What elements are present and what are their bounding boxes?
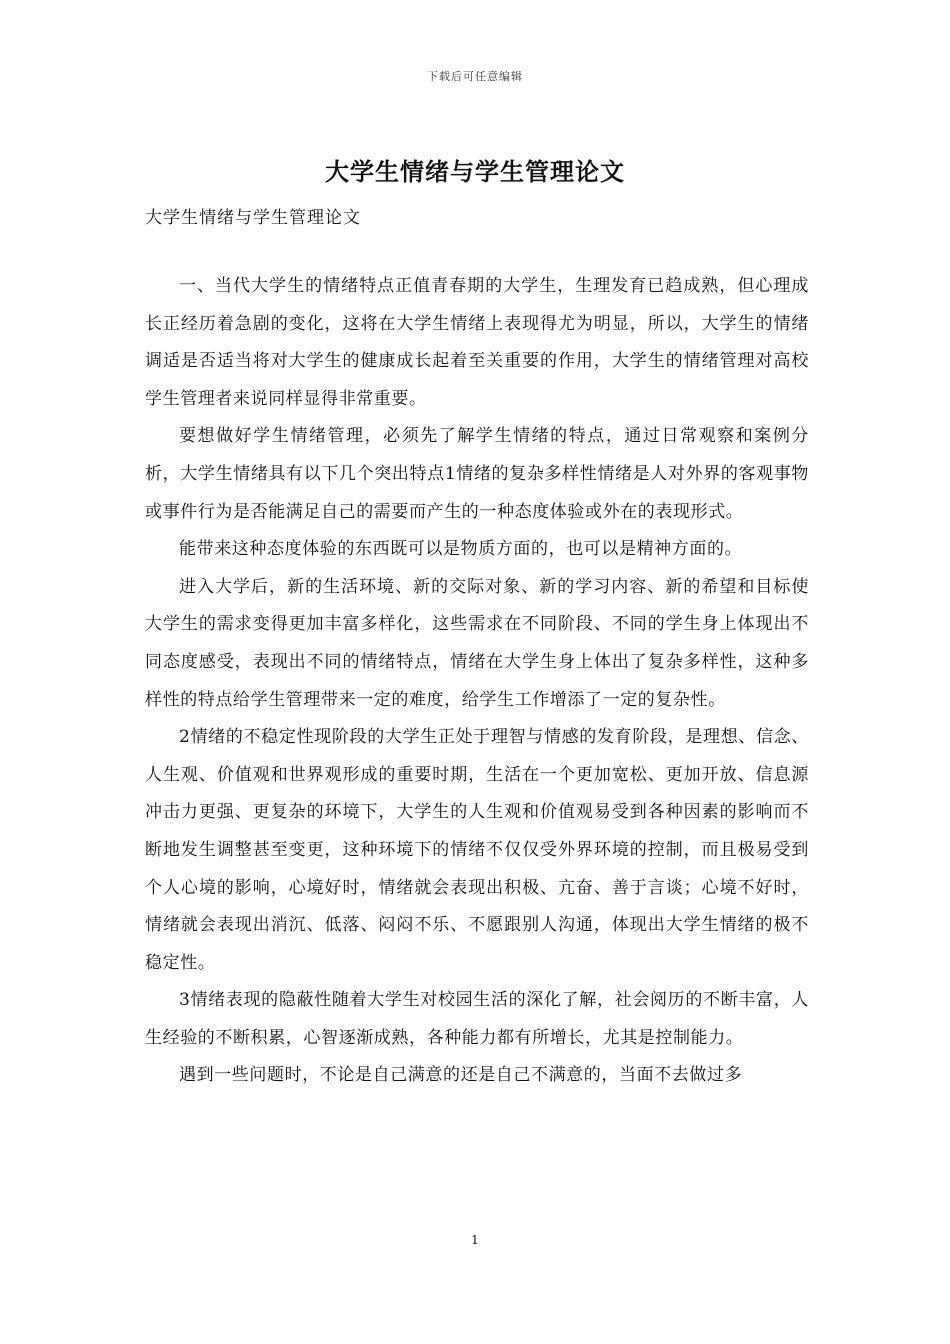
document-title: 大学生情绪与学生管理论文 (325, 157, 625, 186)
paragraph: 2情绪的不稳定性现阶段的大学生正处于理智与情感的发育阶段，是理想、信念、人生观、价值观和世界观形成的重要时期，生活在一个更加宽松、更加开放、信息源冲击力更强、更复杂的环境下，大学生的人生观和价值观易受到各种因素的影响而不断地发生调整甚至变更，这种环境下的情绪不仅仅受外界环境的控制，而且极易受到个人心境的影响，心境好时，情绪就会表现出积极、亢奋、善于言谈；心境不好时，情绪就会表现出消沉、低落、闷闷不乐、不愿跟别人沟通，体现出大学生情绪的极不稳定性。 (145, 727, 809, 973)
document-subtitle: 大学生情绪与学生管理论文 (145, 208, 361, 228)
paragraph: 要想做好学生情绪管理，必须先了解学生情绪的特点，通过日常观察和案例分析，大学生情绪具有以下几个突出特点1情绪的复杂多样性情绪是人对外界的客观事物或事件行为是否能满足自己的需要而产生的一种态度体验或外在的表现形式。 (145, 426, 809, 522)
header-note: 下载后可任意编辑 (427, 70, 523, 83)
body-text (145, 268, 809, 1095)
paragraph: 遇到一些问题时，不论是自己满意的还是自己不满意的，当面不去做过多 (179, 1065, 743, 1086)
paragraph: 一、当代大学生的情绪特点正值青春期的大学生，生理发育已趋成熟，但心理成长正经历着急剧的变化，这将在大学生情绪上表现得尤为明显，所以，大学生的情绪调适是否适当将对大学生的健康成长起着至关重要的作用，大学生的情绪管理对高校学生管理者来说同样显得非常重要。 (145, 276, 809, 409)
paragraph: 3情绪表现的隐蔽性随着大学生对校园生活的深化了解，社会阅历的不断丰富，人生经验的不断积累，心智逐渐成熟，各种能力都有所增长，尤其是控制能力。 (145, 990, 809, 1048)
paragraph: 进入大学后，新的生活环境、新的交际对象、新的学习内容、新的希望和目标使大学生的需求变得更加丰富多样化，这些需求在不同阶段、不同的学生身上体现出不同态度感受，表现出不同的情绪特点，情绪在大学生身上体出了复杂多样性，这种多样性的特点给学生管理带来一定的难度，给学生工作增添了一定的复杂性。 (145, 576, 809, 710)
page-number: 1 (471, 1233, 479, 1247)
paragraph: 能带来这种态度体验的东西既可以是物质方面的，也可以是精神方面的。 (179, 539, 743, 560)
